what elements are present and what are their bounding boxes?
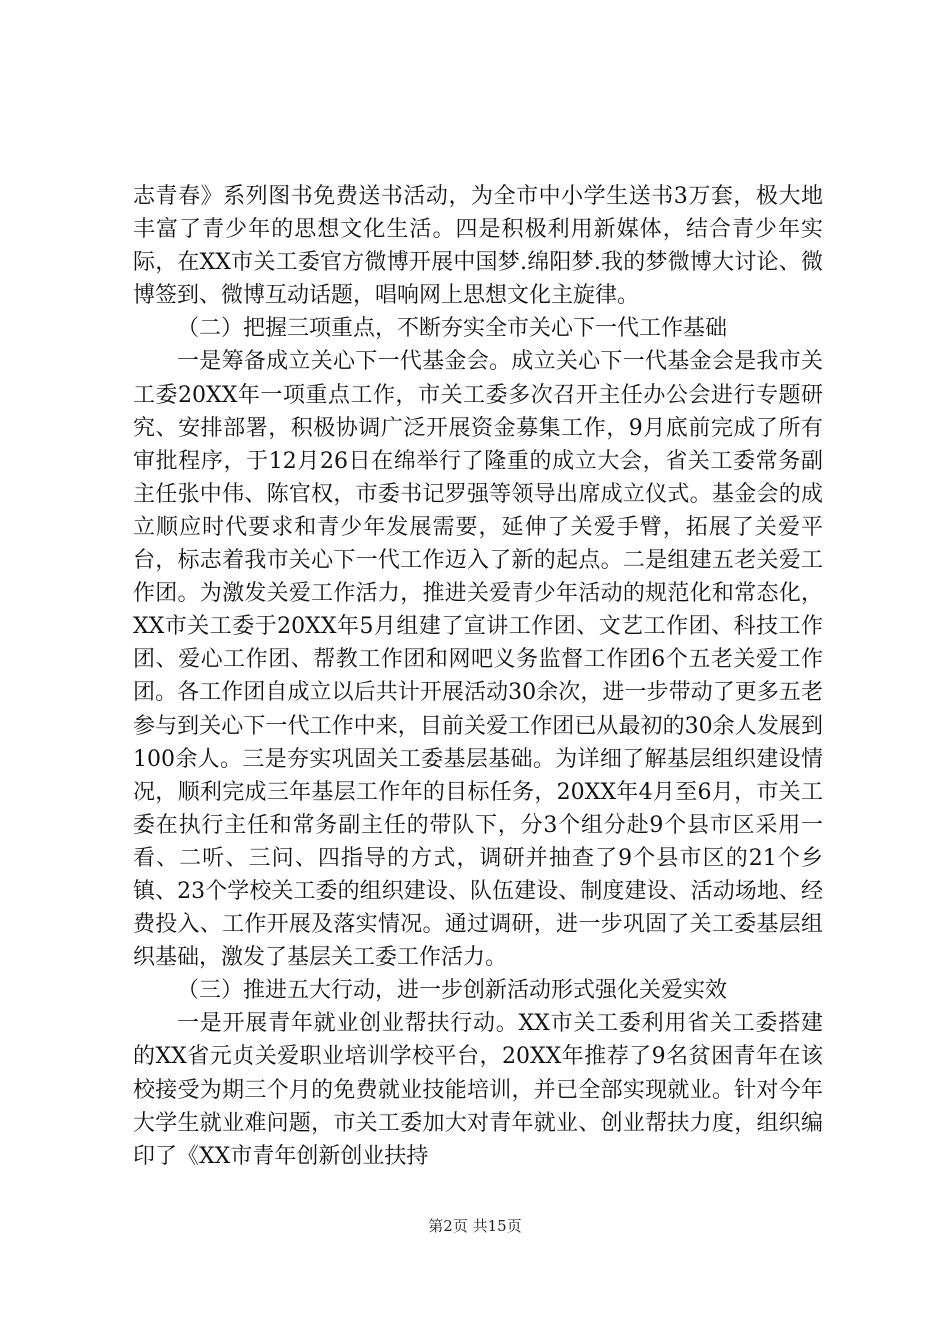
paragraph-3: 一是开展青年就业创业帮扶行动。XX市关工委利用省关工委搭建的XX省元贞关爱职业培训学校平台，20XX年推荐了9名贫困青年在该校接受为期三个月的免费就业技能培训，并已全部实现就业。针对今年大学生就业难问题，市关工委加大对青年就业、创业帮扶力度，组织编印了《XX市青年创新创业扶持 bbox=[133, 1011, 823, 1169]
page-footer: 第2页 共15页 bbox=[428, 1217, 522, 1235]
paragraph-1: 志青春》系列图书免费送书活动，为全市中小学生送书3万套，极大地丰富了青少年的思想文化生活。四是积极利用新媒体，结合青少年实际，在XX市关工委官方微博开展中国梦.绵阳梦.我的梦微博大讨论、微博签到、微博互动话题，唱响网上思想文化主旋律。 bbox=[133, 184, 823, 309]
document-body bbox=[133, 180, 823, 1173]
section-heading-2: （二）把握三项重点，不断夯实全市关心下一代工作基础 bbox=[177, 316, 728, 342]
section-heading-3: （三）推进五大行动，进一步创新活动形式强化关爱实效 bbox=[177, 978, 728, 1004]
paragraph-2: 一是筹备成立关心下一代基金会。成立关心下一代基金会是我市关工委20XX年一项重点工作，市关工委多次召开主任办公会进行专题研究、安排部署，积极协调广泛开展资金募集工作，9月底前完成了所有审批程序，于12月26日在绵举行了隆重的成立大会，省关工委常务副主任张中伟、陈官权，市委书记罗强等领导出席成立仪式。基金会的成立顺应时代要求和青少年发展需要，延伸了关爱手臂，拓展了关爱平台，标志着我市关心下一代工作迈入了新的起点。二是组建五老关爱工作团。为激发关爱工作活力，推进关爱青少年活动的规范化和常态化，XX市关工委于20XX年5月组建了宣讲工作团、文艺工作团、科技工作团、爱心工作团、帮教工作团和网吧义务监督工作团6个五老关爱工作团。各工作团自成立以后共计开展活动30余次，进一步带动了更多五老参与到关心下一代工作中来，目前关爱工作团已从最初的30余人发展到100余人。三是夯实巩固关工委基层基础。为详细了解基层组织建设情况，顺利完成三年基层工作年的目标任务，20XX年4月至6月，市关工委在执行主任和常务副主任的带队下，分3个组分赴9个县市区采用一看、二听、三问、四指导的方式，调研并抽查了9个县市区的21个乡镇、23个学校关工委的组织建设、队伍建设、制度建设、活动场地、经费投入、工作开展及落实情况。通过调研，进一步巩固了关工委基层组织基础，激发了基层关工委工作活力。 bbox=[133, 349, 823, 971]
